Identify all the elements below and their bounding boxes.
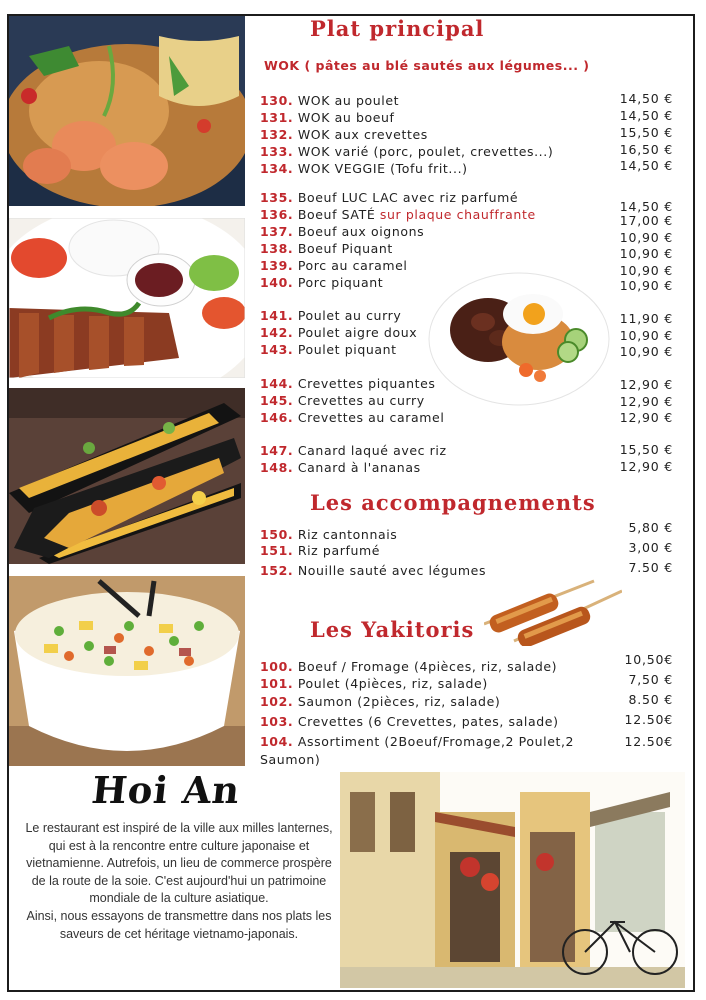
item-name: Poulet aigre doux bbox=[297, 325, 418, 340]
item-price: 14,50 € bbox=[619, 158, 673, 173]
item-price: 14,50 € bbox=[619, 91, 673, 106]
item-number: 130. bbox=[260, 93, 294, 108]
item-number: 145. bbox=[260, 393, 294, 408]
item-number: 103. bbox=[260, 714, 294, 729]
item-number: 142. bbox=[260, 325, 294, 340]
item-number: 146. bbox=[260, 410, 294, 425]
story-paragraph: Le restaurant est inspiré de la ville aux milles lanternes, qui est à la rencontre entre culture japonaise et vietnamienne. Autrefois, un lieu de commerce prospère de la route de la soie. C'est aujourd'hui un patrimoine mondiale de la culture asiatique. bbox=[25, 821, 333, 906]
item-price: 7.50 € bbox=[628, 560, 673, 575]
restaurant-story bbox=[24, 820, 334, 943]
menu-item bbox=[260, 275, 383, 290]
item-price: 14,50 € bbox=[619, 108, 673, 123]
fried-rice-photo bbox=[9, 576, 245, 766]
menu-item bbox=[260, 460, 421, 475]
menu-item bbox=[260, 127, 428, 142]
item-name: Saumon (2pièces, riz, salade) bbox=[297, 694, 501, 709]
yakitori-skewers-photo bbox=[484, 576, 622, 646]
item-name: Boeuf Piquant bbox=[297, 241, 393, 256]
item-name: Assortiment (2Boeuf/Fromage,2 Poulet,2 bbox=[297, 734, 575, 749]
menu-item bbox=[260, 527, 397, 542]
item-name: Poulet (4pièces, riz, salade) bbox=[297, 676, 488, 691]
main-section-title: Plat principal bbox=[310, 16, 485, 41]
menu-item bbox=[260, 734, 574, 749]
item-number: 144. bbox=[260, 376, 294, 391]
item-price: 14,50 € bbox=[619, 199, 673, 214]
item-price: 12.50€ bbox=[624, 734, 673, 749]
menu-item bbox=[260, 543, 380, 558]
item-name: WOK au poulet bbox=[297, 93, 400, 108]
hoi-an-street-painting bbox=[340, 772, 685, 988]
menu-item bbox=[260, 161, 468, 176]
item-price: 15,50 € bbox=[619, 442, 673, 457]
item-name: Poulet piquant bbox=[297, 342, 397, 357]
menu-item bbox=[260, 563, 486, 578]
item-price: 12,90 € bbox=[619, 377, 673, 392]
item-number: 100. bbox=[260, 659, 294, 674]
wok-shrimp-photo bbox=[9, 16, 245, 206]
item-name: Riz parfumé bbox=[297, 543, 381, 558]
menu-item bbox=[260, 207, 536, 222]
item-price: 12,90 € bbox=[619, 394, 673, 409]
menu-item bbox=[260, 342, 397, 357]
wok-subtitle: WOK ( pâtes au blé sautés aux légumes... ) bbox=[264, 58, 590, 73]
item-name: Poulet au curry bbox=[297, 308, 402, 323]
story-paragraph: Ainsi, nous essayons de transmettre dans nos plats les saveurs de cet héritage vietnamo-japonais. bbox=[26, 908, 332, 941]
item-number: 133. bbox=[260, 144, 294, 159]
item-price: 7,50 € bbox=[628, 672, 673, 687]
item-price: 10,90 € bbox=[619, 328, 673, 343]
item-name: Boeuf aux oignons bbox=[297, 224, 425, 239]
menu-item bbox=[260, 308, 401, 323]
item-name: Boeuf / Fromage (4pièces, riz, salade) bbox=[297, 659, 558, 674]
item-price: 12,90 € bbox=[619, 410, 673, 425]
item-number: 136. bbox=[260, 207, 294, 222]
menu-item bbox=[260, 190, 518, 205]
item-price: 10,50€ bbox=[624, 652, 673, 667]
menu-item bbox=[260, 393, 425, 408]
item-price: 12.50€ bbox=[624, 712, 673, 727]
menu-item bbox=[260, 376, 436, 391]
roast-duck-photo bbox=[9, 218, 245, 378]
item-number: 138. bbox=[260, 241, 294, 256]
item-number: 152. bbox=[260, 563, 294, 578]
item-name: Crevettes au caramel bbox=[297, 410, 445, 425]
item-name: WOK au boeuf bbox=[297, 110, 395, 125]
menu-item bbox=[260, 694, 500, 709]
menu-item bbox=[260, 325, 417, 340]
item-number: 147. bbox=[260, 443, 294, 458]
stir-fry-boats-photo bbox=[9, 388, 245, 564]
item-number: 104. bbox=[260, 734, 294, 749]
item-price: 10,90 € bbox=[619, 344, 673, 359]
menu-item bbox=[260, 258, 408, 273]
item-price: 10,90 € bbox=[619, 246, 673, 261]
item-price: 3,00 € bbox=[628, 540, 673, 555]
item-price: 10,90 € bbox=[619, 230, 673, 245]
item-price: 11,90 € bbox=[619, 311, 673, 326]
item-name: Crevettes au curry bbox=[297, 393, 425, 408]
menu-item bbox=[260, 241, 393, 256]
item-name: Crevettes piquantes bbox=[297, 376, 436, 391]
item-name: Crevettes (6 Crevettes, pates, salade) bbox=[297, 714, 559, 729]
menu-item bbox=[260, 224, 424, 239]
item-name: Boeuf SATÉ bbox=[297, 207, 376, 222]
brand-title: Hoi An bbox=[89, 768, 243, 812]
item-number: 151. bbox=[260, 543, 294, 558]
item-name: Canard laqué avec riz bbox=[297, 443, 447, 458]
item-name: Canard à l'ananas bbox=[297, 460, 421, 475]
item-number: 139. bbox=[260, 258, 294, 273]
item-number: 140. bbox=[260, 275, 294, 290]
item-name: Riz cantonnais bbox=[297, 527, 398, 542]
item-number: 143. bbox=[260, 342, 294, 357]
item-number: 141. bbox=[260, 308, 294, 323]
item-number: 148. bbox=[260, 460, 294, 475]
menu-item bbox=[260, 110, 395, 125]
item-name: Porc piquant bbox=[297, 275, 384, 290]
item-name: Nouille sauté avec légumes bbox=[297, 563, 487, 578]
menu-item bbox=[260, 714, 559, 729]
sides-section-title: Les accompagnements bbox=[310, 490, 596, 515]
item-number: 135. bbox=[260, 190, 294, 205]
menu-item bbox=[260, 659, 557, 674]
yakitori-section-title: Les Yakitoris bbox=[310, 617, 475, 642]
menu-item bbox=[260, 443, 447, 458]
item-number: 134. bbox=[260, 161, 294, 176]
item-number: 137. bbox=[260, 224, 294, 239]
item-price: 16,50 € bbox=[619, 142, 673, 157]
menu-item bbox=[260, 676, 488, 691]
item-name: Boeuf LUC LAC avec riz parfumé bbox=[297, 190, 519, 205]
item-note: sur plaque chauffrante bbox=[379, 207, 536, 222]
item-price: 17,00 € bbox=[619, 213, 673, 228]
item-price: 8.50 € bbox=[628, 692, 673, 707]
item-price: 15,50 € bbox=[619, 125, 673, 140]
item-number: 131. bbox=[260, 110, 294, 125]
beef-egg-rice-photo bbox=[428, 272, 610, 406]
item-number: 101. bbox=[260, 676, 294, 691]
item-price: 5,80 € bbox=[628, 520, 673, 535]
item-name: Porc au caramel bbox=[297, 258, 408, 273]
item-number: 102. bbox=[260, 694, 294, 709]
menu-item bbox=[260, 410, 444, 425]
item-name: WOK varié (porc, poulet, crevettes...) bbox=[297, 144, 554, 159]
item-name: WOK aux crevettes bbox=[297, 127, 428, 142]
item-name-continuation: Saumon) bbox=[260, 752, 321, 767]
menu-item bbox=[260, 144, 553, 159]
item-price: 10,90 € bbox=[619, 263, 673, 278]
item-price: 12,90 € bbox=[619, 459, 673, 474]
menu-item bbox=[260, 93, 399, 108]
item-number: 132. bbox=[260, 127, 294, 142]
item-name: WOK VEGGIE (Tofu frit...) bbox=[297, 161, 468, 176]
item-number: 150. bbox=[260, 527, 294, 542]
item-price: 10,90 € bbox=[619, 278, 673, 293]
